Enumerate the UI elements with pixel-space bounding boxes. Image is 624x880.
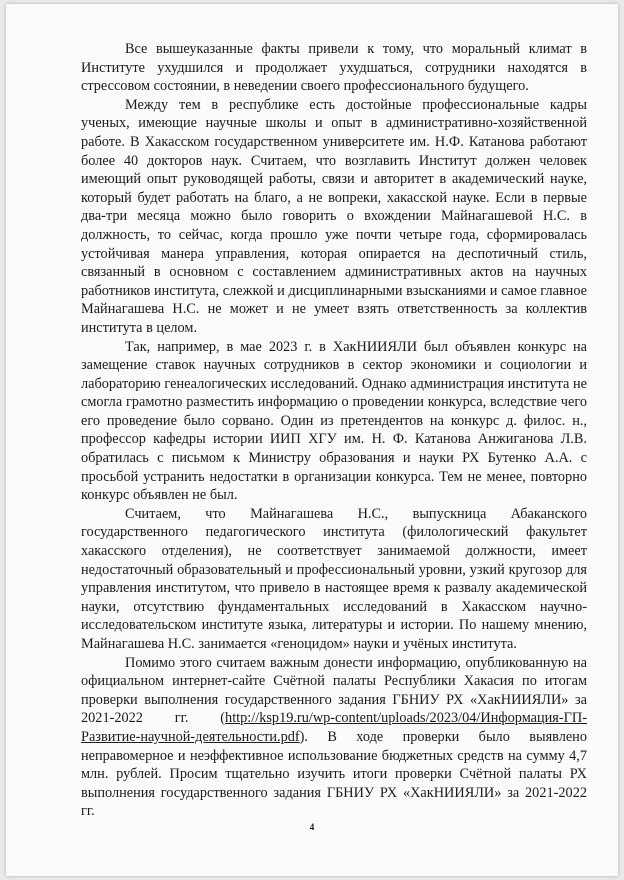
paragraph-2: Между тем в республике есть достойные профессиональные кадры ученых, имеющие научные школы и опыт в административно-хозяйственной работе. В Хакасском государственном университете им. Н.Ф. Катанова работают более 40 докторов наук. Считаем, что возглавить Институт должен человек имеющий опыт руководящей работы, связи и авторитет в академический науке, который будет работать на благо, а не вопреки, хакасской науке. Если в первые два-три месяца можно было говорить о вхождении Майнагашевой Н.С. в должность, то сейчас, когда прошло уже почти четыре года, сформировалась устойчивая манера управления, которая опирается на деспотичный стиль, связанный в основном с составлением административных актов на научных работников института, слежкой и дисциплинарными взысканиями и самое главное Майнагашева Н.С. не может и не умеет взять ответственность за коллектив института в целом. xyxy=(81,96,587,336)
ksp19-report-link[interactable]: http://ksp19.ru/wp-content/uploads/2023/04/Информация-ГП-Развитие-научной-деятельности.pdf xyxy=(81,710,587,745)
paragraph-1: Все вышеуказанные факты привели к тому, что моральный климат в Институте ухудшился и продолжает ухудшаться, сотрудники находятся в стрессовом состоянии, в неведении своего профессионального будущего. xyxy=(81,41,587,95)
page-number: 4 xyxy=(309,822,315,832)
paragraph-4: Считаем, что Майнагашева Н.С., выпускница Абаканского государственного педагогического института (филологический факультет хакасского отделения), не соответствует занимаемой должности, имеет недостаточный образовательный и профессиональный уровни, узкий кругозор для управления институтом, что привело в настоящее время к развалу академической науки, отсутствию фундаментальных исследований в Хакасском научно-исследовательском институте языка, литературы и истории. По нашему мнению, Майнагашева Н.С. занимается «геноцидом» науки и учёных института. xyxy=(81,505,587,652)
paragraph-5-text-before: Помимо этого считаем важным донести информацию, опубликованную на официальном интернет-сайте Счётной палаты Республики Хакасия по итогам проверки выполнения государственного задания ГБНИУ РХ «ХакНИИЯЛИ» за 2021-2022 гг. ( xyxy=(81,654,587,727)
paragraph-3: Так, например, в мае 2023 г. в ХакНИИЯЛИ был объявлен конкурс на замещение ставок научных сотрудников в сектор экономики и социологии и лабораторию генеалогических исследований. Однако администрация института не смогла грамотно разместить информацию о проведении конкурса, вследствие чего его проведение было сорвано. Один из претендентов на конкурс д. филос. н., профессор кафедры истории ИИП ХГУ им. Н. Ф. Катанова Анжиганова Л.В. обратилась с письмом к Министру образования и науки РХ Бутенко А.А. с просьбой устранить недостатки в организации конкурса. Тем не менее, повторно конкурс объявлен не был. xyxy=(81,338,587,504)
document-body xyxy=(81,40,587,821)
paragraph-5 xyxy=(81,654,587,821)
document-page xyxy=(6,4,618,876)
paragraph-5-text-after: ). В ходе проверки было выявлено неправомерное и неэффективное использование бюджетных средств на сумму 4,7 млн. рублей. Просим тщательно изучить итоги проверки Счётной палаты РХ выполнения государственного задания ГБНИУ РХ «ХакНИИЯЛИ» за 2021-2022 гг. xyxy=(81,728,587,820)
